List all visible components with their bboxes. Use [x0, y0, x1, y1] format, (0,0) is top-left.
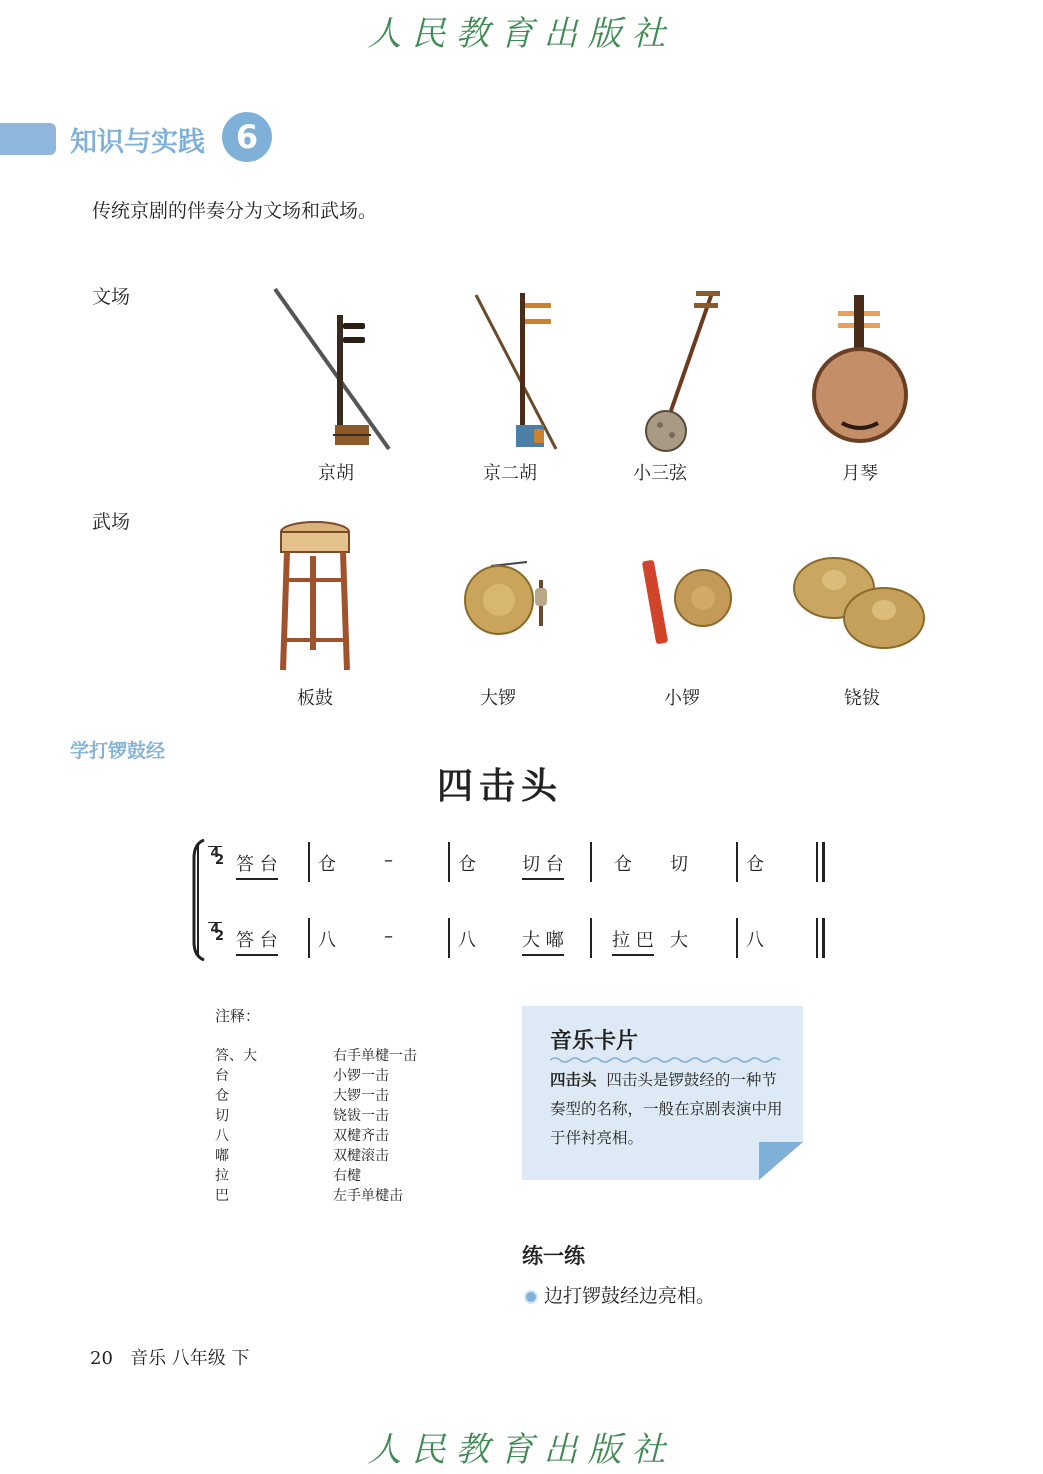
instrument-yueqin [780, 285, 940, 485]
practice-title: 练一练 [522, 1244, 585, 1268]
subsection-title: 学打锣鼓经 [70, 740, 166, 762]
page-number: 20 [90, 1348, 113, 1369]
publisher-logo: 人民教育出版社 [367, 1430, 676, 1470]
instrument-daluo [418, 510, 578, 710]
note-row [215, 1045, 417, 1065]
score-note: 切 台 [522, 850, 564, 880]
barline [448, 842, 450, 882]
yueqin-icon [790, 285, 930, 453]
final-barline [822, 842, 825, 882]
score-note: 仓 [458, 854, 476, 875]
barline [448, 918, 450, 958]
jingerhu-icon [450, 285, 570, 453]
practice-item-text: 边打锣鼓经边亮相。 [544, 1285, 716, 1307]
instrument-xiaoluo [602, 510, 762, 710]
xiaoluo-icon [607, 510, 757, 678]
instrument-label: 大锣 [480, 688, 516, 709]
barline [590, 918, 592, 958]
score-row-2 [206, 918, 836, 958]
note-meaning: 小锣一击 [333, 1068, 389, 1084]
score-pickup: 答 台 [236, 926, 278, 956]
instrument-label: 京二胡 [483, 463, 537, 484]
score-note: 仓 [318, 854, 336, 875]
score-note: 大 [670, 930, 688, 951]
score-note: 大 嘟 [522, 926, 564, 956]
note-meaning: 右楗 [333, 1168, 361, 1184]
score-note: – [384, 926, 393, 947]
instrument-jinghu [256, 285, 416, 485]
note-row [215, 1165, 361, 1185]
page-footer [90, 1344, 250, 1370]
instrument-naobo [782, 510, 942, 710]
score-note: 八 [746, 930, 764, 951]
note-row [215, 1125, 389, 1145]
group-label-wen: 文场 [92, 286, 131, 308]
barline [308, 842, 310, 882]
score-pickup: 答 台 [236, 850, 278, 880]
note-meaning: 双楗滚击 [333, 1148, 389, 1164]
music-card-title: 音乐卡片 [550, 1029, 639, 1054]
instrument-xiaosanxian [580, 285, 740, 485]
section-title: 知识与实践 [70, 127, 205, 158]
score-note: 仓 [746, 854, 764, 875]
intro-text: 传统京剧的伴奏分为文场和武场。 [92, 200, 378, 222]
barline [308, 918, 310, 958]
xiaosanxian-icon [600, 285, 720, 453]
time-signature: 2 4 [208, 846, 222, 860]
section-bar [0, 123, 56, 155]
music-card-term: 四击头 [550, 1071, 597, 1089]
note-meaning: 右手单楗一击 [333, 1048, 417, 1064]
note-term: 拉 [215, 1168, 229, 1184]
note-row [215, 1185, 403, 1205]
practice-item [526, 1281, 715, 1308]
publisher-logo: 人民教育出版社 [367, 14, 676, 54]
note-term: 台 [215, 1068, 229, 1084]
note-row [215, 1105, 389, 1125]
music-card-text: 四击头是锣鼓经的一种节奏型的名称，一般在京剧表演中用于伴衬亮相。 [550, 1071, 783, 1147]
note-term: 嘟 [215, 1148, 229, 1164]
bangu-icon [235, 510, 395, 678]
note-row [215, 1085, 389, 1105]
instrument-label: 板鼓 [297, 688, 333, 709]
note-row [215, 1145, 389, 1165]
note-term: 仓 [215, 1088, 229, 1104]
score-note: 仓 [614, 854, 632, 875]
note-meaning: 大锣一击 [333, 1088, 389, 1104]
section-number-badge: 6 [222, 112, 272, 162]
score-row-1 [206, 842, 836, 882]
note-term: 答、大 [215, 1048, 257, 1064]
naobo-icon [782, 510, 942, 678]
notes-heading: 注释： [215, 1007, 261, 1025]
score-note: 八 [458, 930, 476, 951]
daluo-icon [423, 510, 573, 678]
note-meaning: 铙钹一击 [333, 1108, 389, 1124]
final-barline [822, 918, 825, 958]
note-meaning: 双楗齐击 [333, 1128, 389, 1144]
jinghu-icon [271, 285, 401, 453]
instrument-label: 小三弦 [633, 463, 687, 484]
piece-title: 四击头 [436, 765, 563, 807]
bullet-icon [526, 1292, 536, 1302]
score-brace [190, 838, 206, 962]
book-title: 音乐 八年级 下 [130, 1348, 250, 1369]
music-card [522, 1006, 803, 1180]
final-barline [816, 918, 818, 958]
note-meaning: 左手单楗击 [333, 1188, 403, 1204]
instrument-bangu [235, 510, 395, 710]
note-term: 巴 [215, 1188, 229, 1204]
barline [736, 918, 738, 958]
instrument-label: 铙钹 [844, 688, 880, 709]
instrument-label: 小锣 [664, 688, 700, 709]
final-barline [816, 842, 818, 882]
note-term: 切 [215, 1108, 229, 1124]
instrument-jingerhu [430, 285, 590, 485]
barline [736, 842, 738, 882]
barline [590, 842, 592, 882]
page-fold-shadow [759, 1142, 803, 1180]
note-term: 八 [215, 1128, 229, 1144]
group-label-wu: 武场 [92, 511, 131, 533]
instrument-label: 月琴 [842, 463, 878, 484]
wave-divider [550, 1056, 780, 1064]
score-note: – [384, 850, 393, 871]
score-note: 八 [318, 930, 336, 951]
music-card-body [550, 1066, 786, 1153]
note-row [215, 1065, 389, 1085]
time-signature: 2 4 [208, 922, 222, 936]
score-note: 拉 巴 [612, 926, 654, 956]
score-note: 切 [670, 854, 688, 875]
instrument-label: 京胡 [318, 463, 354, 484]
